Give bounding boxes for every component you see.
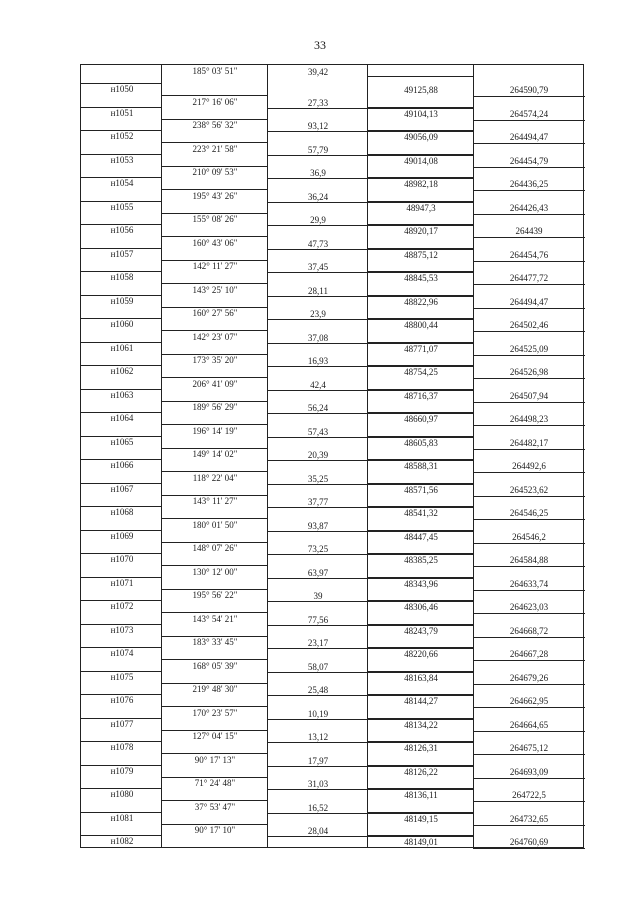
- coordinate-x: 48771,07: [404, 343, 438, 354]
- x-column-line: [367, 225, 473, 226]
- direction-angle: 195° 56' 22": [192, 590, 238, 601]
- coordinate-y: 264722,5: [512, 790, 546, 800]
- y-column-line: [473, 143, 585, 144]
- x-column-line: [367, 249, 473, 250]
- coordinate-x: 48588,31: [404, 461, 438, 471]
- column-divider: [367, 65, 368, 847]
- coordinate-y: 264693,09: [509, 766, 549, 777]
- point-name: н1072: [110, 601, 134, 611]
- coordinate-x: 48447,45: [404, 531, 438, 542]
- point-name: н1067: [110, 483, 134, 494]
- coordinate-x: 48947,3: [406, 202, 436, 213]
- angle-underline: [267, 601, 367, 602]
- segment-length: 17,97: [307, 755, 329, 766]
- point-name: н1070: [110, 554, 134, 564]
- angle-underline: [267, 131, 367, 132]
- y-column-line: [473, 284, 585, 285]
- y-column-line: [473, 825, 585, 826]
- x-column-line: [367, 413, 473, 414]
- direction-angle: 170° 23' 57": [192, 707, 238, 718]
- y-column-line: [473, 472, 585, 473]
- direction-angle: 143° 25' 10": [192, 284, 238, 295]
- point-name: н1050: [110, 84, 134, 94]
- coordinate-y: 264525,09: [509, 343, 549, 354]
- coordinate-x: 48660,97: [404, 414, 438, 424]
- x-column-line: [367, 460, 473, 461]
- coordinate-x: 49125,88: [404, 85, 438, 95]
- angle-underline: [267, 437, 367, 438]
- y-column-line: [473, 778, 585, 779]
- x-column-line: [367, 202, 473, 203]
- coordinate-x: 48136,11: [404, 790, 438, 800]
- angle-underline: [267, 695, 367, 696]
- angle-underline: [267, 249, 367, 250]
- point-name: н1052: [110, 131, 134, 141]
- y-column-line: [473, 637, 585, 638]
- direction-angle: 142° 23' 07": [192, 331, 238, 342]
- coordinate-y: 264494,47: [509, 132, 549, 142]
- direction-angle: 37° 53' 47": [194, 801, 236, 812]
- angle-underline: [267, 225, 367, 226]
- x-column-line: [367, 742, 473, 743]
- angle-underline: [267, 531, 367, 532]
- angle-underline: [267, 719, 367, 720]
- direction-angle: 142° 11' 27": [192, 261, 238, 272]
- segment-length: 27,33: [307, 97, 329, 108]
- segment-length: 25,48: [307, 685, 329, 696]
- y-column-line: [473, 378, 585, 379]
- segment-length: 20,39: [307, 450, 329, 461]
- coordinate-y: 264546,2: [512, 531, 546, 542]
- point-name: н1069: [110, 530, 134, 541]
- direction-angle: 189° 56' 29": [192, 402, 238, 413]
- segment-length: 37,77: [307, 497, 329, 508]
- coordinate-x: 48822,96: [404, 296, 438, 307]
- y-column-line: [473, 402, 585, 403]
- direction-angle: 90° 17' 13": [194, 754, 236, 765]
- page-number: 33: [314, 38, 326, 52]
- point-name: н1062: [110, 366, 134, 376]
- x-column-line: [367, 155, 473, 156]
- y-column-line: [473, 496, 585, 497]
- y-column-line: [473, 519, 585, 520]
- coordinate-x: 48144,27: [404, 696, 438, 706]
- coordinate-y: 264584,88: [509, 555, 549, 565]
- segment-length: 35,25: [307, 473, 329, 484]
- coordinate-y: 264494,47: [509, 296, 549, 307]
- angle-underline: [267, 484, 367, 485]
- segment-length: 57,79: [307, 144, 329, 155]
- direction-angle: 118° 22' 04": [192, 472, 238, 483]
- coordinate-x: 48134,22: [404, 719, 438, 730]
- y-column-line: [473, 684, 585, 685]
- point-name: н1076: [110, 695, 134, 705]
- direction-angle: 148° 07' 26": [192, 543, 238, 554]
- coordinate-y: 264668,72: [509, 625, 549, 636]
- point-name: н1073: [110, 624, 134, 635]
- x-column-line: [367, 766, 473, 767]
- segment-length: 47,73: [307, 238, 329, 249]
- coordinate-table: [80, 64, 584, 848]
- y-column-line: [473, 613, 585, 614]
- point-name: н1080: [110, 789, 134, 799]
- coordinate-x: 48149,15: [404, 813, 438, 824]
- coordinate-y: 264439: [515, 226, 543, 236]
- point-name: н1082: [110, 836, 134, 846]
- angle-underline: [267, 178, 367, 179]
- y-column-line: [473, 731, 585, 732]
- y-column-line: [473, 308, 585, 309]
- x-column-line: [367, 437, 473, 438]
- x-column-line: [367, 272, 473, 273]
- segment-length: 31,03: [307, 779, 329, 790]
- y-column-line: [473, 660, 585, 661]
- x-column-line: [367, 789, 473, 790]
- segment-length: 37,08: [307, 332, 329, 343]
- y-column-line: [473, 355, 585, 356]
- segment-length: 16,52: [307, 802, 329, 813]
- coordinate-x: 48716,37: [404, 390, 438, 401]
- coordinate-y: 264526,98: [509, 367, 549, 377]
- angle-underline: [267, 390, 367, 391]
- x-column-line: [367, 108, 473, 109]
- x-column-line: [367, 507, 473, 508]
- x-column-line: [367, 319, 473, 320]
- direction-angle: 160° 27' 56": [192, 308, 238, 319]
- coordinate-x: 48920,17: [404, 226, 438, 236]
- x-column-line: [367, 719, 473, 720]
- y-column-line: [473, 848, 585, 849]
- angle-underline: [267, 836, 367, 837]
- y-column-line: [473, 754, 585, 755]
- angle-underline: [267, 742, 367, 743]
- point-name: н1077: [110, 718, 134, 729]
- coordinate-y: 264623,03: [509, 602, 549, 612]
- coordinate-y: 264498,23: [509, 414, 549, 424]
- segment-length: 63,97: [307, 567, 329, 578]
- segment-length: 36,9: [310, 168, 326, 179]
- coordinate-y: 264732,65: [509, 813, 549, 824]
- coordinate-y: 264454,79: [509, 155, 549, 166]
- direction-angle: 196° 14' 19": [192, 425, 238, 436]
- x-column-line: [367, 366, 473, 367]
- segment-length: 23,17: [307, 638, 329, 649]
- direction-angle: 210° 09' 53": [192, 167, 238, 178]
- point-name: н1058: [110, 272, 134, 282]
- x-column-line: [367, 554, 473, 555]
- x-column-line: [367, 601, 473, 602]
- y-column-line: [473, 190, 585, 191]
- segment-length: 39,42: [307, 67, 329, 77]
- point-name: н1056: [110, 225, 134, 235]
- coordinate-y: 264662,95: [509, 696, 549, 706]
- point-name: н1054: [110, 178, 134, 188]
- point-name: н1051: [110, 107, 134, 118]
- point-name: н1059: [110, 295, 134, 306]
- angle-underline: [267, 460, 367, 461]
- angle-underline: [267, 648, 367, 649]
- coordinate-x: 48800,44: [404, 320, 438, 330]
- coordinate-x: 48163,84: [404, 672, 438, 683]
- coordinate-x: 48343,96: [404, 578, 438, 589]
- segment-length: 93,12: [307, 121, 329, 132]
- direction-angle: 183° 33' 45": [192, 637, 238, 648]
- coordinate-y: 264664,65: [509, 719, 549, 730]
- y-column-line: [473, 261, 585, 262]
- x-column-line: [367, 531, 473, 532]
- x-column-line: [367, 178, 473, 179]
- y-column-line: [473, 801, 585, 802]
- coordinate-y: 264679,26: [509, 672, 549, 683]
- coordinate-x: 48571,56: [404, 484, 438, 495]
- segment-length: 29,9: [310, 215, 326, 226]
- direction-angle: 90° 17' 10": [194, 825, 236, 836]
- direction-angle: 238° 56' 32": [192, 120, 238, 131]
- point-name: н1064: [110, 413, 134, 423]
- coordinate-x: 48126,22: [404, 766, 438, 777]
- y-column-line: [473, 120, 585, 121]
- coordinate-x: 48605,83: [404, 437, 438, 448]
- coordinate-x: 48126,31: [404, 743, 438, 753]
- coordinate-x: 48541,32: [404, 508, 438, 518]
- coordinate-y: 264546,25: [509, 508, 549, 518]
- x-column-line: [367, 484, 473, 485]
- y-column-line: [473, 566, 585, 567]
- segment-length: 58,07: [307, 661, 329, 672]
- x-column-line: [367, 813, 473, 814]
- point-name: н1071: [110, 577, 134, 588]
- direction-angle: 185° 03' 51": [192, 66, 238, 76]
- coordinate-y: 264675,12: [509, 743, 549, 753]
- y-column-line: [473, 543, 585, 544]
- angle-underline: [267, 578, 367, 579]
- angle-row-line: [161, 847, 267, 848]
- segment-length: 56,24: [307, 403, 329, 414]
- x-column-line: [367, 390, 473, 391]
- direction-angle: 217° 16' 06": [192, 96, 238, 107]
- y-column-line: [473, 590, 585, 591]
- point-name: н1057: [110, 248, 134, 259]
- direction-angle: 130° 12' 00": [192, 566, 238, 577]
- angle-underline: [267, 296, 367, 297]
- y-column-line: [473, 214, 585, 215]
- point-name: н1074: [110, 648, 134, 658]
- coordinate-y: 264633,74: [509, 578, 549, 589]
- angle-underline: [267, 202, 367, 203]
- y-column-line: [473, 167, 585, 168]
- segment-length: 10,19: [307, 708, 329, 719]
- point-name: н1065: [110, 436, 134, 447]
- coordinate-x: 48149,01: [404, 837, 438, 847]
- segment-length: 36,24: [307, 191, 329, 202]
- direction-angle: 168° 05' 39": [192, 660, 238, 671]
- segment-length: 37,45: [307, 262, 329, 273]
- angle-underline: [267, 672, 367, 673]
- angle-underline: [267, 766, 367, 767]
- coordinate-y: 264492,6: [512, 461, 546, 471]
- point-name: н1079: [110, 765, 134, 776]
- coordinate-x: 48220,66: [404, 649, 438, 659]
- coordinate-y: 264574,24: [509, 108, 549, 119]
- point-name: н1081: [110, 812, 134, 823]
- point-name: н1063: [110, 389, 134, 400]
- direction-angle: 219° 48' 30": [192, 684, 238, 695]
- coordinate-y: 264482,17: [509, 437, 549, 448]
- point-name: н1078: [110, 742, 134, 752]
- direction-angle: 223° 21' 58": [192, 143, 238, 154]
- distance-underline: [367, 76, 473, 77]
- coordinate-x: 49056,09: [404, 132, 438, 142]
- angle-underline: [267, 366, 367, 367]
- segment-length: 39: [313, 591, 323, 602]
- segment-length: 16,93: [307, 356, 329, 367]
- segment-length: 77,56: [307, 614, 329, 625]
- angle-underline: [267, 319, 367, 320]
- segment-length: 42,4: [310, 379, 326, 390]
- coordinate-y: 264590,79: [509, 85, 549, 95]
- coordinate-y: 264454,76: [509, 249, 549, 260]
- angle-underline: [267, 554, 367, 555]
- coordinate-x: 48243,79: [404, 625, 438, 636]
- x-column-line: [367, 625, 473, 626]
- point-name: н1061: [110, 342, 134, 353]
- coordinate-x: 48845,53: [404, 273, 438, 283]
- coordinate-x: 48306,46: [404, 602, 438, 612]
- angle-underline: [267, 155, 367, 156]
- coordinate-y: 264667,28: [509, 649, 549, 659]
- coordinate-y: 264760,69: [509, 837, 549, 847]
- x-column-line: [367, 578, 473, 579]
- angle-underline: [267, 413, 367, 414]
- coordinate-y: 264426,43: [509, 202, 549, 213]
- direction-angle: 173° 35' 20": [192, 355, 238, 366]
- direction-angle: 71° 24' 48": [194, 778, 236, 789]
- x-column-line: [367, 672, 473, 673]
- angle-underline: [267, 625, 367, 626]
- column-divider: [267, 65, 268, 847]
- angle-underline: [267, 813, 367, 814]
- coordinate-y: 264477,72: [509, 273, 549, 283]
- x-column-line: [367, 131, 473, 132]
- y-column-line: [473, 707, 585, 708]
- segment-length: 28,04: [307, 826, 329, 837]
- coordinate-x: 49014,08: [404, 155, 438, 166]
- x-column-line: [367, 296, 473, 297]
- x-column-line: [367, 343, 473, 344]
- coordinate-y: 264523,62: [509, 484, 549, 495]
- segment-length: 28,11: [308, 285, 328, 296]
- y-column-line: [473, 425, 585, 426]
- coordinate-y: 264507,94: [509, 390, 549, 401]
- coordinate-y: 264502,46: [509, 320, 549, 330]
- segment-length: 73,25: [307, 544, 329, 555]
- direction-angle: 195° 43' 26": [192, 190, 238, 201]
- x-column-line: [367, 648, 473, 649]
- y-column-line: [473, 237, 585, 238]
- point-name: н1055: [110, 201, 134, 212]
- direction-angle: 127° 04' 15": [192, 731, 238, 742]
- y-column-line: [473, 449, 585, 450]
- y-column-line: [473, 96, 585, 97]
- direction-angle: 160° 43' 06": [192, 237, 238, 248]
- segment-length: 23,9: [310, 309, 326, 320]
- direction-angle: 143° 54' 21": [192, 613, 238, 624]
- coordinate-x: 49104,13: [404, 108, 438, 119]
- coordinate-x: 48754,25: [404, 367, 438, 377]
- coordinate-x: 48982,18: [404, 179, 438, 189]
- angle-underline: [267, 108, 367, 109]
- direction-angle: 149° 14' 02": [192, 449, 238, 460]
- segment-length: 57,43: [307, 426, 329, 437]
- coordinate-x: 48385,25: [404, 555, 438, 565]
- angle-underline: [267, 272, 367, 273]
- angle-underline: [267, 507, 367, 508]
- direction-angle: 180° 01' 50": [192, 519, 238, 530]
- angle-underline: [267, 789, 367, 790]
- point-name: н1066: [110, 460, 134, 470]
- x-column-line: [367, 695, 473, 696]
- segment-length: 13,12: [307, 732, 329, 743]
- direction-angle: 143° 11' 27": [192, 496, 238, 507]
- point-name: н1053: [110, 154, 134, 165]
- coordinate-x: 48875,12: [404, 249, 438, 260]
- point-name: н1060: [110, 319, 134, 329]
- point-name: н1075: [110, 671, 134, 682]
- x-column-line: [367, 836, 473, 837]
- point-name: н1068: [110, 507, 134, 517]
- direction-angle: 206° 41' 09": [192, 378, 238, 389]
- coordinate-y: 264436,25: [509, 179, 549, 189]
- segment-length: 93,87: [307, 520, 329, 531]
- angle-underline: [267, 343, 367, 344]
- direction-angle: 155° 08' 26": [192, 214, 238, 225]
- y-column-line: [473, 331, 585, 332]
